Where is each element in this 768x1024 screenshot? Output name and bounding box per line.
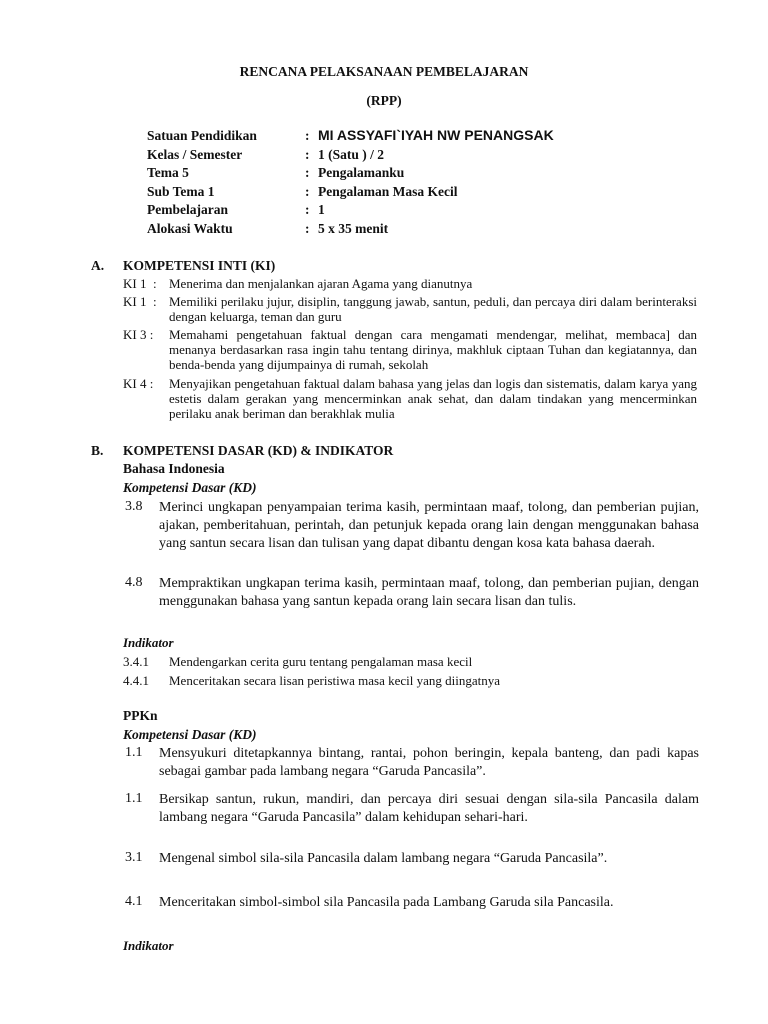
identity-label: Kelas / Semester (147, 147, 243, 162)
identity-value: Pengalamanku (318, 165, 405, 180)
indikator-label: Indikator (123, 938, 174, 953)
kd-text: Mensyukuri ditetapkannya bintang, rantai, pohon beringin, kepala banteng, dan padi kapas sebagai gambar pada lambang negara “Garuda Pancasila”. (159, 746, 699, 779)
ki-code: KI 3 : (123, 327, 154, 342)
identity-label: Sub Tema 1 (147, 184, 215, 199)
indicator-number: 4.4.1 (123, 673, 149, 688)
ki-code: KI 1 : (123, 276, 157, 291)
identity-label: Satuan Pendidikan (147, 128, 257, 143)
subject-heading: Bahasa Indonesia (123, 461, 225, 476)
subject-heading: PPKn (123, 708, 158, 723)
ki-text: Memiliki perilaku jujur, disiplin, tanggung jawab, santun, peduli, dan percaya diri dalam berinteraksi dengan keluarga, teman dan guru (169, 294, 697, 324)
section-letter: A. (91, 258, 105, 273)
identity-value: 1 (318, 202, 325, 217)
indikator-label: Indikator (123, 635, 174, 650)
identity-separator: : (305, 165, 310, 180)
kd-text: Bersikap santun, rukun, mandiri, dan percaya diri sesuai dengan sila-sila Pancasila dalam lambang negara “Garuda Pancasila” dalam kehidupan sehari-hari. (159, 792, 699, 825)
document-subtitle: (RPP) (366, 93, 402, 108)
kd-number: 1.1 (125, 745, 143, 760)
ki-code: KI 4 : (123, 376, 154, 391)
section-title: KOMPETENSI INTI (KI) (123, 258, 276, 273)
identity-value: 5 x 35 menit (318, 221, 389, 236)
ki-text: Menerima dan menjalankan ajaran Agama yang dianutnya (169, 276, 473, 291)
kd-text: Mengenal simbol sila-sila Pancasila dalam lambang negara “Garuda Pancasila”. (159, 851, 608, 866)
identity-label: Pembelajaran (147, 202, 228, 217)
kd-number: 3.1 (125, 850, 143, 865)
identity-label: Tema 5 (147, 165, 189, 180)
kd-number: 3.8 (125, 499, 143, 514)
kd-number: 1.1 (125, 791, 143, 806)
ki-text: Memahami pengetahuan faktual dengan cara mengamati mendengar, melihat, membaca] dan menanya berdasarkan rasa ingin tahu tentang dirinya, makhluk ciptaan Tuhan dan kegiatannya, dan benda-benda yang dijumpainya di rumah, sekolah (169, 327, 697, 372)
identity-label: Alokasi Waktu (147, 221, 233, 236)
ki-text: Menyajikan pengetahuan faktual dalam bahasa yang jelas dan logis dan sistematis, dalam karya yang estetis dalam gerakan yang mencerminkan anak sehat, dan dalam tindakan yang mencerminkan perilaku anak beriman dan berakhlak mulia (169, 376, 697, 421)
identity-separator: : (305, 221, 310, 236)
identity-value: MI ASSYAFI`IYAH NW PENANGSAK (318, 127, 554, 143)
kd-label: Kompetensi Dasar (KD) (123, 480, 257, 495)
kd-label: Kompetensi Dasar (KD) (123, 727, 257, 742)
indicator-text: Mendengarkan cerita guru tentang pengalaman masa kecil (169, 654, 473, 669)
section-letter: B. (91, 443, 104, 458)
identity-value: Pengalaman Masa Kecil (318, 184, 458, 199)
document-title: RENCANA PELAKSANAAN PEMBELAJARAN (239, 64, 529, 79)
kd-text: Menceritakan simbol-simbol sila Pancasila pada Lambang Garuda sila Pancasila. (159, 895, 614, 910)
kd-number: 4.1 (125, 894, 143, 909)
kd-number: 4.8 (125, 575, 143, 590)
indicator-text: Menceritakan secara lisan peristiwa masa kecil yang diingatnya (169, 673, 501, 688)
indicator-number: 3.4.1 (123, 654, 149, 669)
identity-separator: : (305, 147, 310, 162)
identity-value: 1 (Satu ) / 2 (318, 147, 385, 162)
section-title: KOMPETENSI DASAR (KD) & INDIKATOR (123, 443, 394, 458)
kd-text: Mempraktikan ungkapan terima kasih, permintaan maaf, tolong, dan pemberian pujian, dengan menggunakan bahasa yang santun kepada orang lain secara lisan dan tulis. (159, 576, 699, 609)
identity-separator: : (305, 184, 310, 199)
identity-separator: : (305, 202, 310, 217)
ki-code: KI 1 : (123, 294, 157, 309)
identity-separator: : (305, 128, 310, 143)
kd-text: Merinci ungkapan penyampaian terima kasih, permintaan maaf, tolong, dan pemberian pujian, ajakan, pemberitahuan, perintah, dan petunjuk kepada orang lain dengan menggunakan bahasa yang santun secara lisan dan tulisan yang dapat dibantu dengan kosa kata bahasa daerah. (159, 500, 699, 551)
